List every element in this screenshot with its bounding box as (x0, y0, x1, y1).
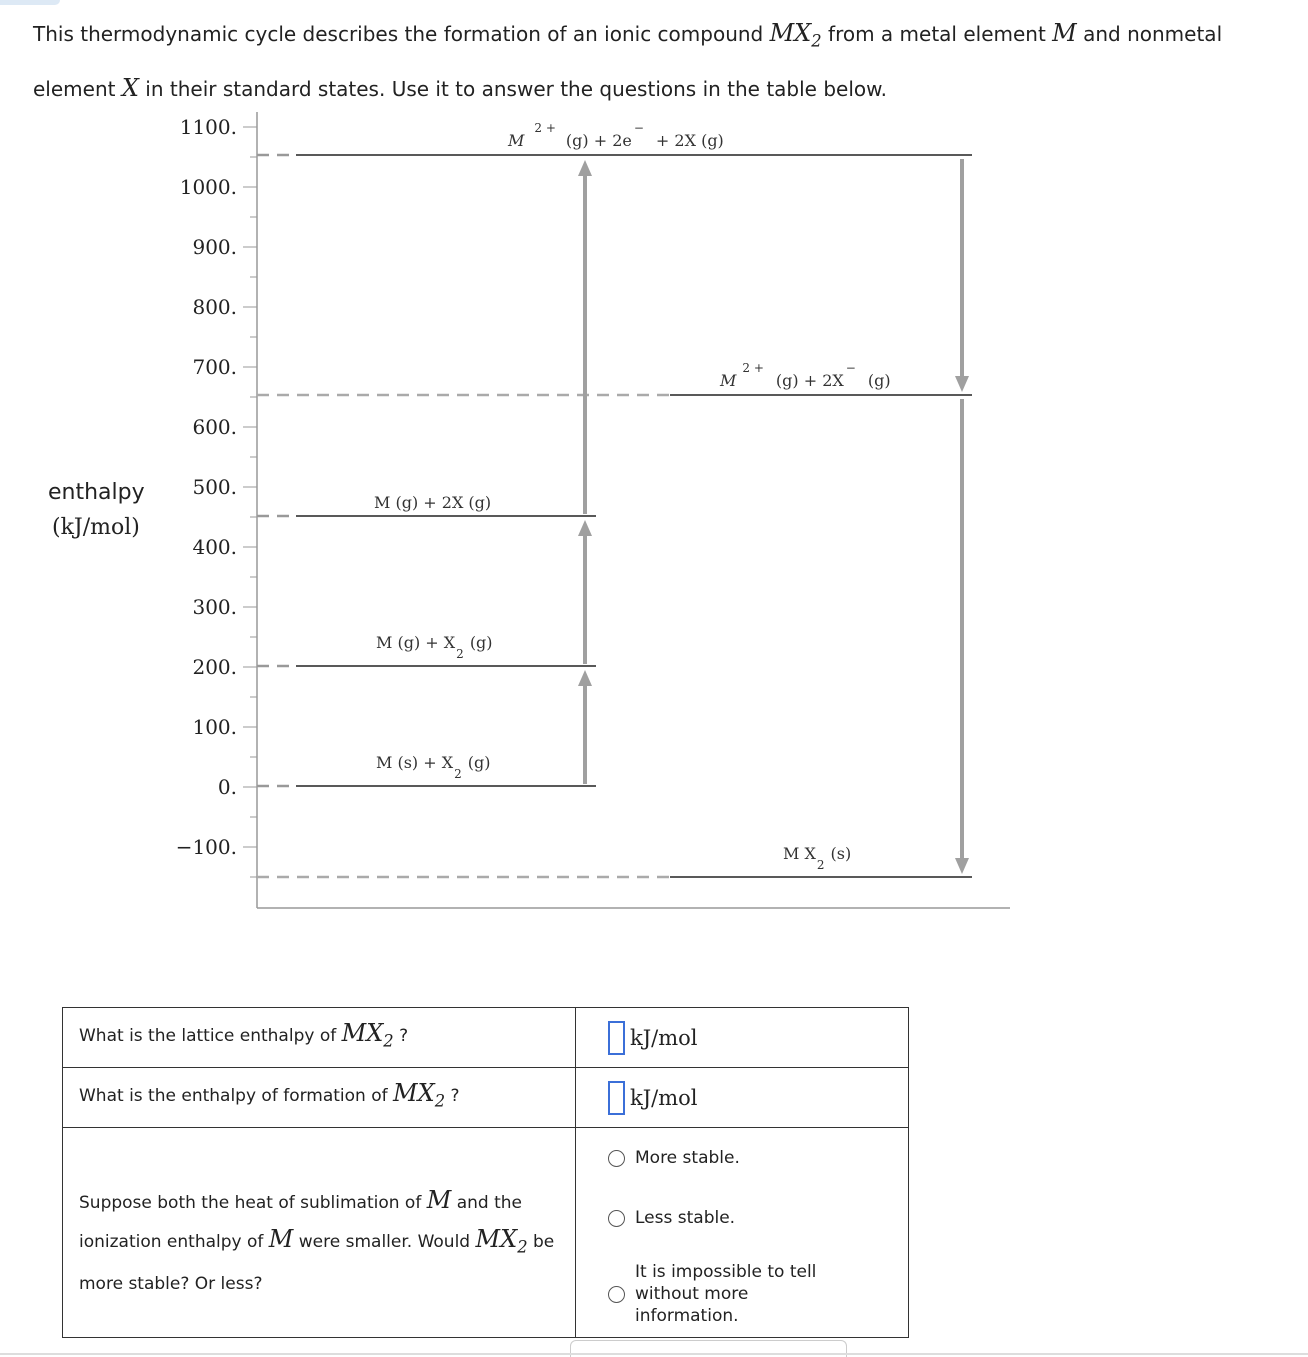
radio-impossible[interactable] (608, 1286, 625, 1303)
y-tick-label: −100. (175, 835, 237, 859)
question-formation-compound: $MX_2$ (393, 1079, 446, 1111)
question-stability (63, 1128, 576, 1338)
y-tick-label: 800. (192, 295, 237, 319)
label-gas-atoms: M (g) + 2X (g) (374, 493, 492, 512)
born-haber-diagram (0, 100, 1020, 920)
y-tick-label: 600. (192, 415, 237, 439)
q3-text-2: and the ionization enthalpy of (79, 1193, 523, 1252)
question-table (62, 1007, 909, 1338)
y-tick-label: 200. (192, 655, 237, 679)
answer-formation-cell (576, 1068, 909, 1128)
q3-text-4: be more stable? Or less? (79, 1232, 555, 1294)
question-lattice (63, 1008, 576, 1068)
label-standard: M $(s) + X_2(g)$ (376, 753, 491, 781)
intro-paragraph (33, 10, 1303, 112)
intro-compound-sub: 2 (811, 31, 822, 51)
label-solid: M $X_2(s)$ (783, 844, 852, 872)
bottom-divider (0, 1353, 1308, 1355)
lattice-enthalpy-input[interactable] (608, 1021, 625, 1055)
q3-metal-1: M (426, 1186, 452, 1214)
arrow-electron-affinity-head (955, 376, 969, 392)
y-tick-label: 300. (192, 595, 237, 619)
lattice-unit: kJ/mol (630, 1025, 698, 1050)
formation-unit: kJ/mol (630, 1085, 698, 1110)
arrow-ionization-head (578, 160, 592, 176)
q3-text-3: were smaller. Would (293, 1232, 476, 1252)
label-ions: $M^{2 +}(g) + 2X^-(g)$ (720, 361, 891, 390)
intro-compound (769, 19, 822, 51)
formation-enthalpy-input[interactable] (608, 1081, 625, 1115)
top-accent-bar (0, 0, 60, 5)
option-impossible[interactable]: It is impossible to tell without more information. (608, 1261, 828, 1327)
y-tick-label: 500. (192, 475, 237, 499)
question-formation-mark: ? (445, 1086, 460, 1107)
y-tick-label: 1000. (179, 175, 237, 199)
intro-metal: M (1052, 19, 1077, 47)
y-tick-label: 400. (192, 535, 237, 559)
question-lattice-compound: $MX_2$ (341, 1019, 394, 1051)
arrow-sublimation-head (578, 670, 592, 686)
y-tick-label: 100. (192, 715, 237, 739)
y-axis-label: enthalpy (48, 480, 145, 505)
y-tick-label: 700. (192, 355, 237, 379)
radio-more-stable[interactable] (608, 1150, 625, 1167)
intro-nonmetal: X (121, 73, 139, 102)
y-tick-label: 1100. (179, 115, 237, 139)
answer-lattice-cell (576, 1008, 909, 1068)
label-gas-metal: M $(g) + X_2(g)$ (376, 633, 493, 661)
question-lattice-text: What is the lattice enthalpy of (79, 1026, 342, 1047)
question-row-formation (63, 1068, 909, 1128)
radio-less-stable[interactable] (608, 1210, 625, 1227)
question-lattice-mark: ? (393, 1026, 409, 1047)
question-formation (63, 1068, 576, 1128)
option-less-stable[interactable]: Less stable. (608, 1207, 908, 1229)
q3-text-1: Suppose both the heat of sublimation of (79, 1193, 427, 1213)
intro-text-1: This thermodynamic cycle describes the formation of an ionic compound (33, 22, 770, 46)
q3-compound: $MX_2$ (475, 1225, 528, 1257)
question-row-stability (63, 1128, 909, 1338)
option-more-stable[interactable]: More stable. (608, 1147, 908, 1169)
y-axis-unit: (kJ/mol) (52, 515, 140, 540)
intro-text-4: in their standard states. Use it to answer the questions in the table below. (138, 76, 888, 101)
question-row-lattice (63, 1008, 909, 1068)
y-tick-label: 900. (192, 235, 237, 259)
y-ticks (176, 115, 257, 877)
intro-compound-base: MX (769, 19, 812, 47)
arrow-dissociation-head (578, 520, 592, 536)
label-top: $M^{2 +}(g) + 2e^-+ 2X$ (g) (508, 121, 724, 150)
stability-options-cell (576, 1128, 909, 1338)
q3-metal-2: M (268, 1225, 294, 1253)
intro-text-2: from a metal element (821, 22, 1053, 46)
intro-text-3: and nonmetal element (33, 22, 1223, 101)
arrow-lattice-head (955, 858, 969, 874)
y-tick-label: 0. (217, 775, 237, 799)
question-formation-text: What is the enthalpy of formation of (79, 1086, 394, 1107)
